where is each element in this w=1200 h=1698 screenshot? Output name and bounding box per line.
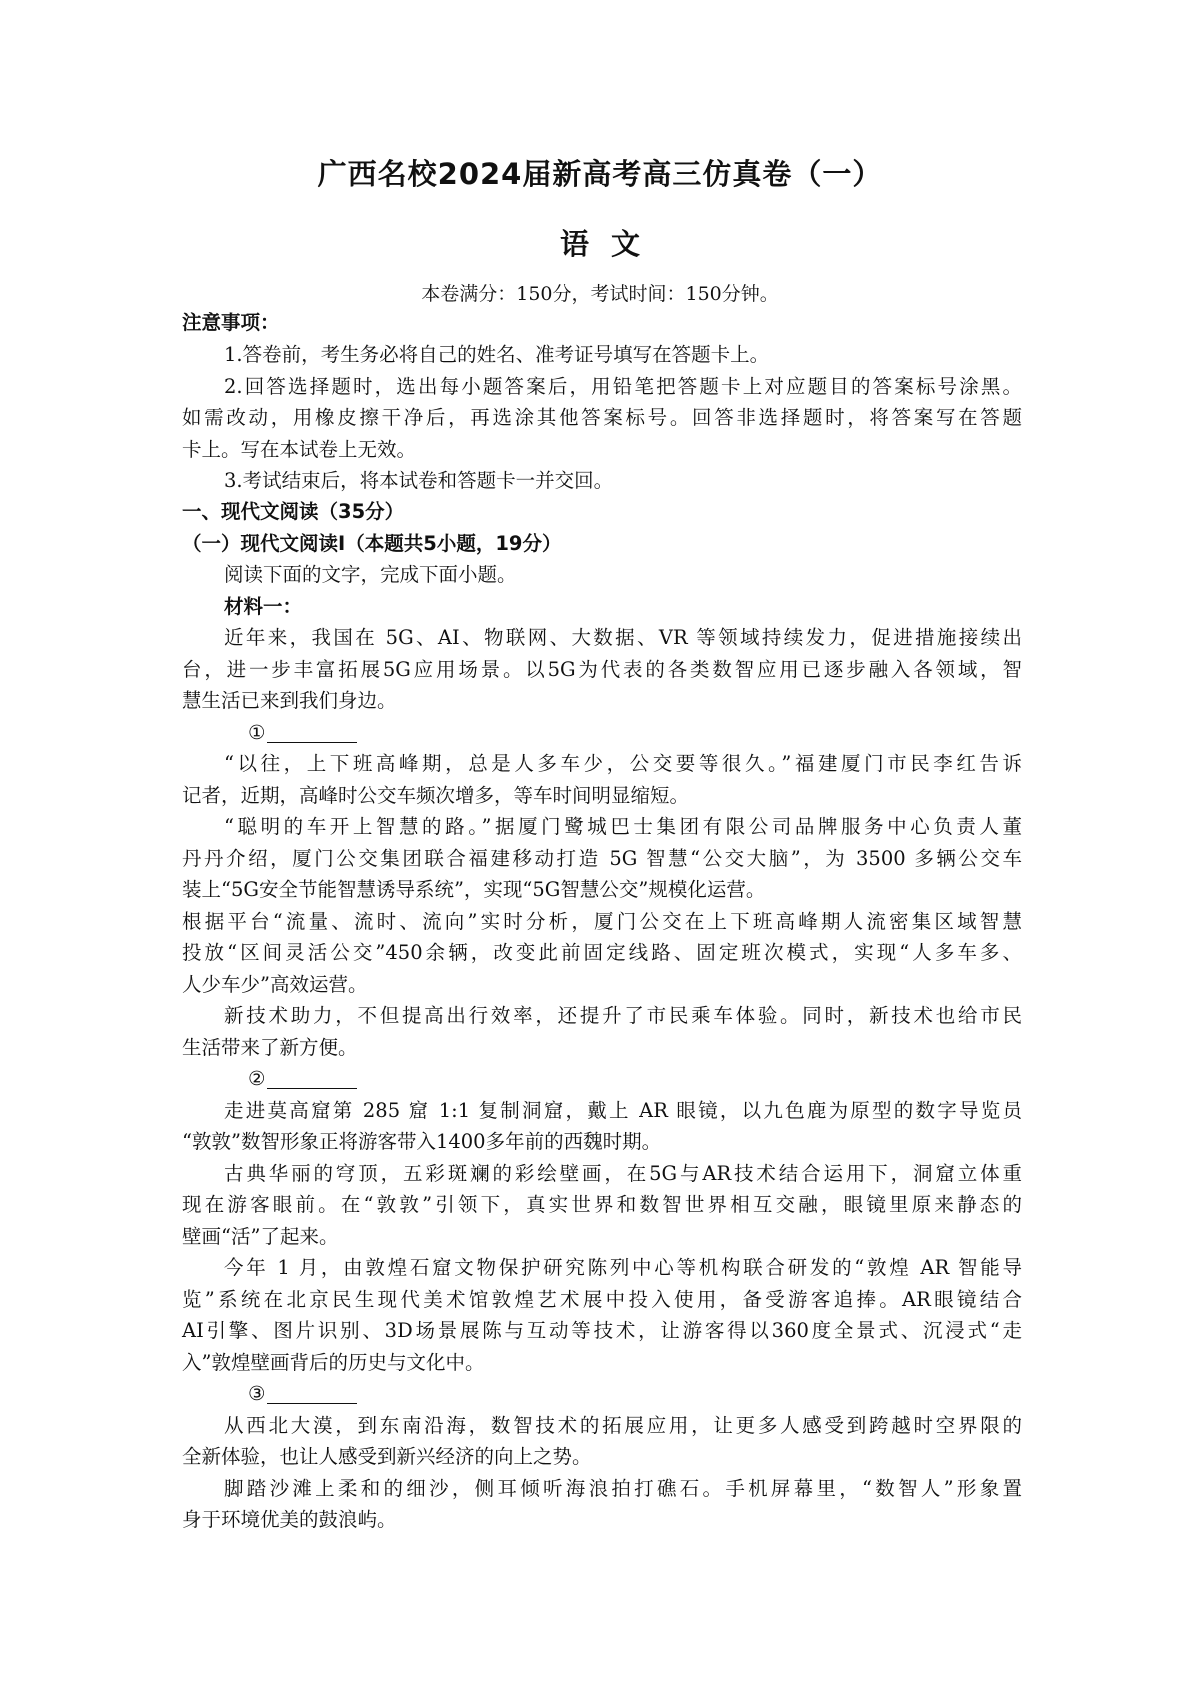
passage-line: 近年来，我国在 5G、AI、物联网、大数据、VR 等领域持续发力，促进措施接续出 xyxy=(224,626,1022,649)
passage-line: 今年 1 月，由敦煌石窟文物保护研究陈列中心等机构联合研发的“敦煌 AR 智能导 xyxy=(224,1256,1022,1279)
passage-line: 装上“5G安全节能智慧诱导系统”，实现“5G智慧公交”规模化运营。 xyxy=(182,878,766,901)
passage-line: 脚踏沙滩上柔和的细沙，侧耳倾听海浪拍打礁石。手机屏幕里，“数智人”形象置 xyxy=(224,1477,1022,1500)
reading-instruction: 阅读下面的文字，完成下面小题。 xyxy=(224,563,517,586)
notice-item-2-line-3: 卡上。写在本试卷上无效。 xyxy=(182,438,417,461)
notice-heading: 注意事项： xyxy=(182,311,280,334)
blank-3 xyxy=(248,1378,357,1410)
passage-line: 走进莫高窟第 285 窟 1:1 复制洞窟，戴上 AR 眼镜，以九色鹿为原型的数字导览员 xyxy=(224,1099,1022,1122)
passage-line: 投放“区间灵活公交”450余辆，改变此前固定线路、固定班次模式，实现“人多车多、 xyxy=(182,941,1022,964)
passage-line: 身于环境优美的鼓浪屿。 xyxy=(182,1508,397,1531)
passage-line: 览”系统在北京民生现代美术馆敦煌艺术展中投入使用，备受游客追捧。AR眼镜结合 xyxy=(182,1288,1022,1311)
blank-underline xyxy=(267,1383,357,1404)
blank-2 xyxy=(248,1063,357,1095)
passage-line: 人少车少”高效运营。 xyxy=(182,973,368,996)
passage-line: 慧生活已来到我们身边。 xyxy=(182,689,397,712)
passage-line: “以往，上下班高峰期，总是人多车少，公交要等很久。”福建厦门市民李红告诉 xyxy=(224,752,1022,775)
blank-1 xyxy=(248,717,357,749)
passage-line: 壁画“活”了起来。 xyxy=(182,1225,339,1248)
passage-line: 现在游客眼前。在“敦敦”引领下，真实世界和数智世界相互交融，眼镜里原来静态的 xyxy=(182,1193,1022,1216)
passage-line: 丹丹介绍，厦门公交集团联合福建移动打造 5G 智慧“公交大脑”，为 3500 多辆公交车 xyxy=(182,847,1022,870)
passage-line: 全新体验，也让人感受到新兴经济的向上之势。 xyxy=(182,1445,592,1468)
section-heading: 一、现代文阅读（35分） xyxy=(182,500,405,523)
notice-item-2-line-1: 2.回答选择题时，选出每小题答案后，用铅笔把答题卡上对应题目的答案标号涂黑。 xyxy=(224,375,1022,398)
material-label: 材料一： xyxy=(224,595,303,618)
passage-line: 台，进一步丰富拓展5G应用场景。以5G为代表的各类数智应用已逐步融入各领域，智 xyxy=(182,658,1022,681)
passage-line: 古典华丽的穹顶，五彩斑斓的彩绘壁画，在5G与AR技术结合运用下，洞窟立体重 xyxy=(224,1162,1022,1185)
subject-title: 语文 xyxy=(559,227,662,261)
exam-info: 本卷满分：150分，考试时间：150分钟。 xyxy=(421,283,779,305)
passage-line: 根据平台“流量、流时、流向”实时分析，厦门公交在上下班高峰期人流密集区域智慧 xyxy=(182,910,1022,933)
passage-line: 从西北大漠，到东南沿海，数智技术的拓展应用，让更多人感受到跨越时空界限的 xyxy=(224,1414,1022,1437)
section-subheading: （一）现代文阅读Ⅰ（本题共5小题，19分） xyxy=(182,532,562,555)
passage-line: AI引擎、图片识别、3D场景展陈与互动等技术，让游客得以360度全景式、沉浸式“走 xyxy=(182,1319,1022,1342)
blank-underline xyxy=(267,722,357,743)
exam-title: 广西名校2024届新高考高三仿真卷（一） xyxy=(317,157,883,191)
passage-line: “敦敦”数智形象正将游客带入1400多年前的西魏时期。 xyxy=(182,1130,662,1153)
notice-item-2-line-2: 如需改动，用橡皮擦干净后，再选涂其他答案标号。回答非选择题时，将答案写在答题 xyxy=(182,406,1022,429)
blank-underline xyxy=(267,1068,357,1089)
notice-item-1: 1.答卷前，考生务必将自己的姓名、准考证号填写在答题卡上。 xyxy=(224,343,770,366)
passage-line: 入”敦煌壁画背后的历史与文化中。 xyxy=(182,1351,485,1374)
blank-number: ③ xyxy=(248,1382,266,1405)
passage-line: 记者，近期，高峰时公交车频次增多，等车时间明显缩短。 xyxy=(182,784,690,807)
passage-line: 新技术助力，不但提高出行效率，还提升了市民乘车体验。同时，新技术也给市民 xyxy=(224,1004,1022,1027)
passage-line: “聪明的车开上智慧的路。”据厦门鹭城巴士集团有限公司品牌服务中心负责人董 xyxy=(224,815,1022,838)
notice-item-3: 3.考试结束后，将本试卷和答题卡一并交回。 xyxy=(224,469,614,492)
blank-number: ① xyxy=(248,721,266,744)
passage-line: 生活带来了新方便。 xyxy=(182,1036,358,1059)
blank-number: ② xyxy=(248,1067,266,1090)
